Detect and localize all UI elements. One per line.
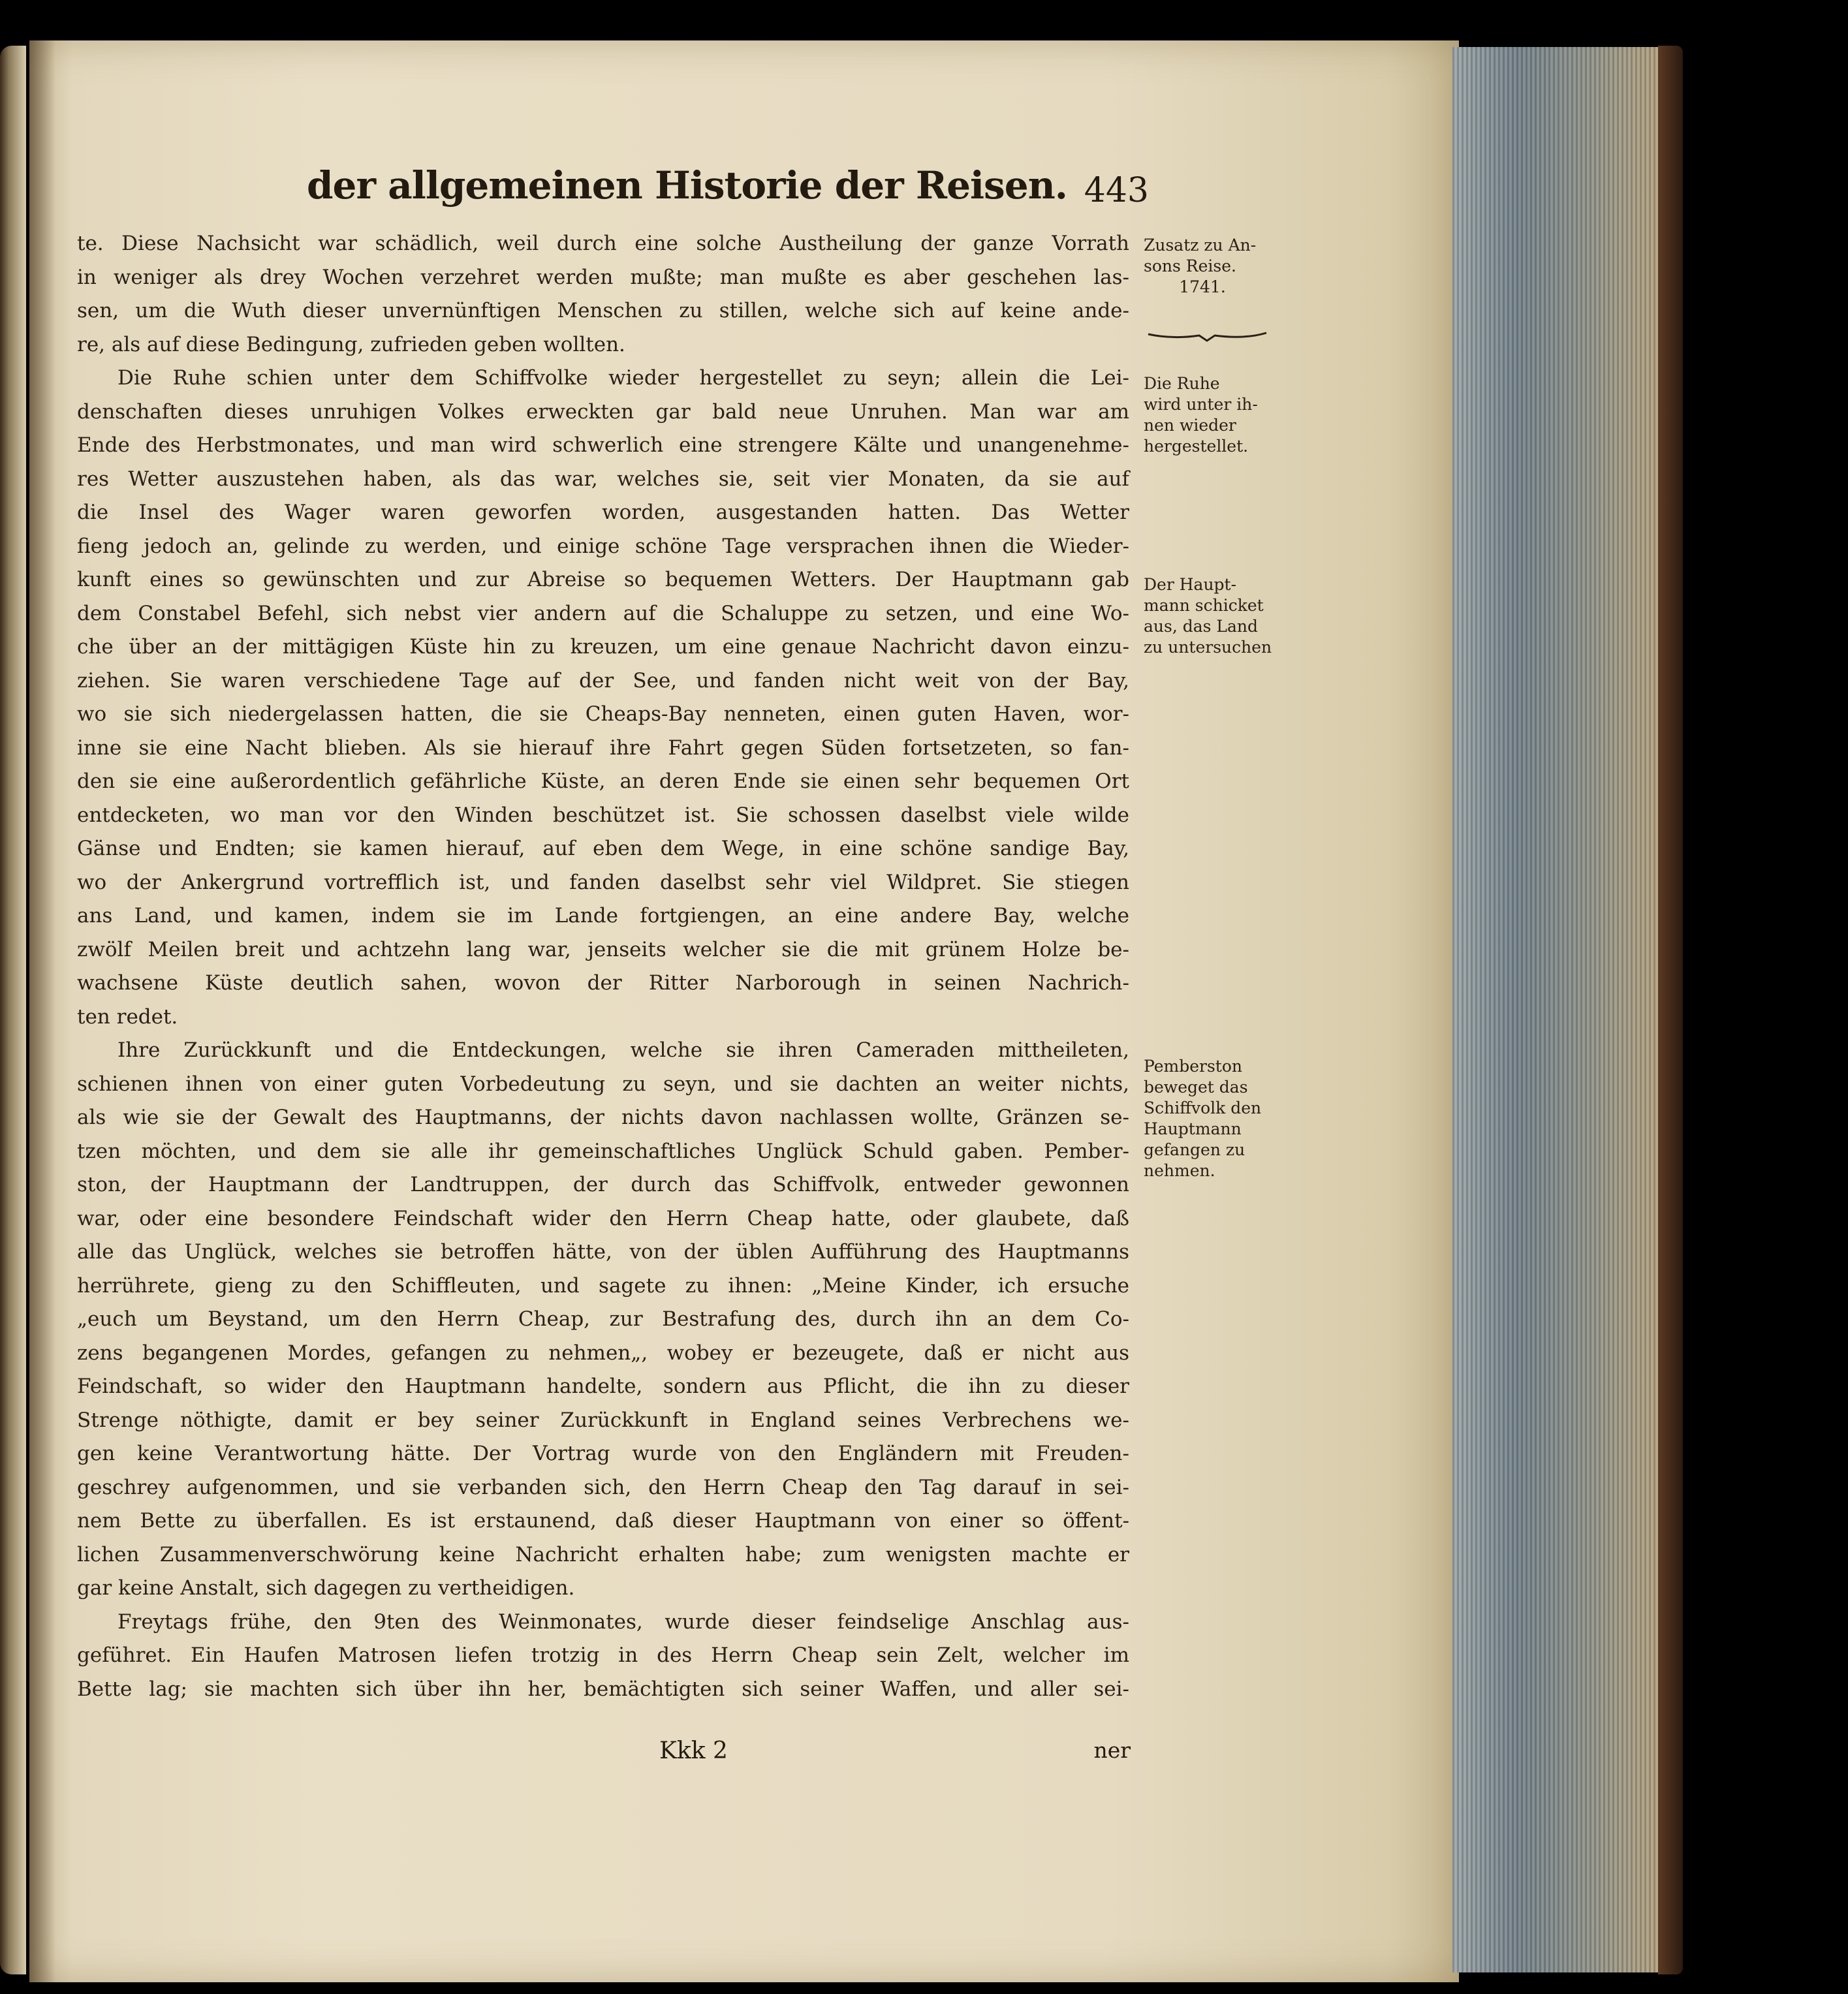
- text-line: che über an der mittägigen Küste hin zu kreuzen, um eine genaue Nachricht davon einzu-: [77, 635, 1129, 659]
- body-text: [77, 227, 1129, 1706]
- text-line: inne sie eine Nacht blieben. Als sie hierauf ihre Fahrt gegen Süden fortsetzeten, so fan-: [77, 736, 1129, 760]
- margin-note-line: hergestellet.: [1144, 437, 1249, 456]
- margin-note-line: nen wieder: [1144, 416, 1236, 435]
- text-line: res Wetter auszustehen haben, als das war, welches sie, seit vier Monaten, da sie auf: [77, 467, 1129, 491]
- text-line: lichen Zusammenverschwörung keine Nachricht erhalten habe; zum wenigsten machte er: [77, 1542, 1129, 1566]
- text-line: herrührete, gieng zu den Schiffleuten, und sagete zu ihnen: „Meine Kinder, ich ersuche: [77, 1273, 1129, 1298]
- margin-note-line: aus, das Land: [1144, 617, 1259, 636]
- margin-note-pemberston: [1144, 1056, 1291, 1181]
- text-line: Feindschaft, so wider den Hauptmann handelte, sondern aus Pflicht, die ihn zu dieser: [77, 1375, 1129, 1398]
- text-line: als wie sie der Gewalt des Hauptmanns, der nichts davon nachlassen wollte, Gränzen se-: [77, 1106, 1129, 1129]
- page-gutter-shadow: [29, 40, 55, 1982]
- margin-note-line: Die Ruhe: [1144, 374, 1220, 393]
- ornamental-rule: [1147, 330, 1268, 342]
- text-line: alle das Unglück, welches sie betroffen hätte, von der üblen Aufführung des Hauptmanns: [77, 1240, 1129, 1264]
- text-line: wachsene Küste deutlich sahen, wovon der Ritter Narborough in seinen Nachrich-: [77, 971, 1129, 995]
- text-line: Gänse und Endten; sie kamen hierauf, auf eben dem Wege, in eine schöne sandige Bay,: [77, 837, 1129, 860]
- text-line: „euch um Beystand, um den Herrn Cheap, zur Bestrafung des, durch ihn an dem Co-: [77, 1307, 1129, 1331]
- text-line: tzen möchten, und dem sie alle ihr gemeinschaftliches Unglück Schuld gaben. Pember-: [77, 1139, 1129, 1163]
- text-line: ziehen. Sie waren verschiedene Tage auf der See, und fanden nicht weit von der Bay,: [77, 668, 1129, 693]
- signature-mark: Kkk 2: [659, 1737, 728, 1764]
- text-line: re, als auf diese Bedingung, zufrieden geben wollten.: [77, 332, 625, 356]
- margin-note-line: mann schicket: [1144, 596, 1264, 615]
- text-line: Ende des Herbstmonates, und man wird schwerlich eine strengere Kälte und unangenehme-: [77, 433, 1129, 457]
- text-line: sen, um die Wuth dieser unvernünftigen Menschen zu stillen, welche sich auf keine ande-: [77, 299, 1129, 322]
- book-cover-edge: [1658, 46, 1683, 1974]
- margin-note-line: nehmen.: [1144, 1161, 1215, 1180]
- margin-note-captain: [1144, 574, 1291, 658]
- text-line: dem Constabel Befehl, sich nebst vier andern auf die Schaluppe zu setzen, und eine Wo-: [77, 601, 1129, 625]
- text-line: zwölf Meilen breit und achtzehn lang war, jenseits welcher sie die mit grünem Holze be-: [77, 937, 1129, 961]
- margin-note-line: zu untersuchen: [1144, 638, 1272, 657]
- margin-note-line: Zusatz zu An-: [1144, 236, 1257, 255]
- text-line: Freytags frühe, den 9ten des Weinmonates, wurde dieser feindselige Anschlag aus-: [117, 1610, 1129, 1634]
- page-number: 443: [1084, 171, 1149, 210]
- text-line: denschaften dieses unruhigen Volkes erweckten gar bald neue Unruhen. Man war am: [77, 399, 1129, 424]
- text-line: entdecketen, wo man vor den Winden beschützet ist. Sie schossen daselbst viele wilde: [77, 803, 1129, 827]
- text-line: schienen ihnen von einer guten Vorbedeutung zu seyn, und sie dachten an weiter nichts,: [77, 1072, 1129, 1096]
- catchword: ner: [1093, 1737, 1131, 1763]
- text-line: geschrey aufgenommen, und sie verbanden sich, den Herrn Cheap den Tag darauf in sei-: [77, 1475, 1129, 1499]
- text-line: ston, der Hauptmann der Landtruppen, der durch das Schiffvolk, entweder gewonnen: [77, 1173, 1129, 1196]
- margin-note-line: Schiffvolk den: [1144, 1098, 1262, 1117]
- margin-note-line: wird unter ih-: [1144, 395, 1258, 414]
- text-line: kunft eines so gewünschten und zur Abreise so bequemen Wetters. Der Hauptmann gab: [77, 568, 1129, 591]
- margin-note-line: sons Reise.: [1144, 257, 1236, 275]
- margin-note-year: 1741.: [1179, 277, 1226, 296]
- margin-note-line: gefangen zu: [1144, 1140, 1245, 1159]
- text-line: gen keine Verantwortung hätte. Der Vortrag wurde von den Engländern mit Freuden-: [77, 1442, 1129, 1465]
- margin-note-line: Der Haupt-: [1144, 575, 1237, 594]
- left-page-edge: [0, 46, 26, 1974]
- text-line: war, oder eine besondere Feindschaft wider den Herrn Cheap hatte, oder glaubete, daß: [77, 1206, 1129, 1230]
- margin-note-supplement: [1144, 235, 1291, 298]
- text-line: ten redet.: [77, 1005, 178, 1029]
- text-line: wo der Ankergrund vortrefflich ist, und fanden daselbst sehr viel Wildpret. Sie stiegen: [77, 870, 1129, 894]
- text-line: in weniger als drey Wochen verzehret werden mußte; man mußte es aber geschehen las-: [77, 265, 1129, 289]
- text-line: ans Land, und kamen, indem sie im Lande fortgiengen, an eine andere Bay, welche: [77, 904, 1129, 927]
- margin-note-line: beweget das: [1144, 1078, 1248, 1097]
- text-line: zens begangenen Mordes, gefangen zu nehmen„, wobey er bezeugete, daß er nicht aus: [77, 1341, 1129, 1365]
- text-line: wo sie sich niedergelassen hatten, die sie Cheaps-Bay nenneten, einen guten Haven, wor-: [77, 702, 1129, 726]
- text-line: Bette lag; sie machten sich über ihn her, bemächtigten sich seiner Waffen, und aller sei-: [77, 1677, 1129, 1701]
- text-line: fieng jedoch an, gelinde zu werden, und einige schöne Tage versprachen ihnen die Wieder-: [77, 534, 1129, 558]
- text-line: nem Bette zu überfallen. Es ist erstaunend, daß dieser Hauptmann von einer so öffent-: [77, 1509, 1129, 1533]
- margin-note-line: Hauptmann: [1144, 1119, 1242, 1138]
- margin-note-calm: [1144, 373, 1291, 457]
- text-line: Ihre Zurückkunft und die Entdeckungen, welche sie ihren Cameraden mittheileten,: [117, 1038, 1129, 1062]
- text-line: geführet. Ein Haufen Matrosen liefen trotzig in des Herrn Cheap sein Zelt, welcher im: [77, 1643, 1129, 1667]
- text-line: Strenge nöthigte, damit er bey seiner Zurückkunft in England seines Verbrechens we-: [77, 1408, 1129, 1432]
- page-block-edges: [1452, 47, 1668, 1972]
- text-line: gar keine Anstalt, sich dagegen zu vertheidigen.: [77, 1576, 575, 1600]
- running-title: der allgemeinen Historie der Reisen.: [307, 163, 1067, 208]
- text-line: te. Diese Nachsicht war schädlich, weil durch eine solche Austheilung der ganze Vorrath: [77, 232, 1129, 255]
- text-line: Die Ruhe schien unter dem Schiffvolke wieder hergestellet zu seyn; allein die Lei-: [117, 366, 1129, 390]
- text-line: die Insel des Wager waren geworfen worden, ausgestanden hatten. Das Wetter: [77, 501, 1129, 524]
- text-line: den sie eine außerordentlich gefährliche Küste, an deren Ende sie einen sehr bequemen Ort: [77, 770, 1129, 793]
- margin-note-line: Pemberston: [1144, 1057, 1242, 1076]
